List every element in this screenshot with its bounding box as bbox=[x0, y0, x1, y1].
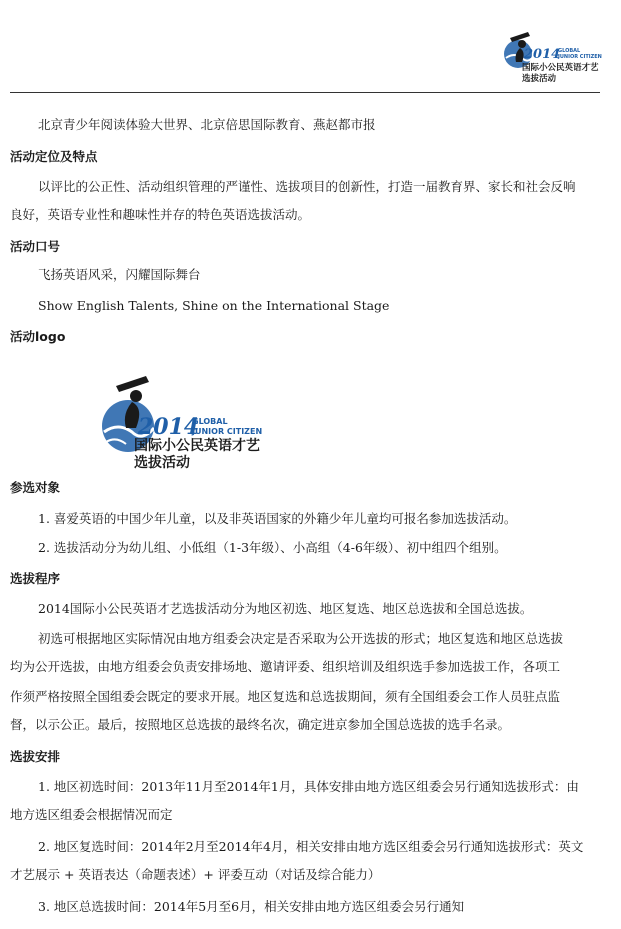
header-divider bbox=[10, 92, 600, 93]
section-title-logo: 活动logo bbox=[10, 329, 66, 344]
logo-cn-line1: 国际小公民英语才艺 bbox=[522, 63, 599, 73]
section-title-procedure: 选拔程序 bbox=[10, 571, 61, 586]
header-logo bbox=[496, 24, 602, 86]
intro-line: 北京青少年阅读体验大世界、北京倍思国际教育、燕赵都市报 bbox=[38, 117, 376, 132]
procedure-paragraph-1: 2014国际小公民英语才艺选拔活动分为地区初选、地区复选、地区总选拔和全国总选拔。 bbox=[38, 601, 533, 616]
logo-cn-line1: 国际小公民英语才艺 bbox=[134, 438, 260, 454]
procedure-paragraph-2-line-2: 均为公开选拔，由地方组委会负责安排场地、邀请评委、组织培训及组织选手参加选拔工作，各项工 bbox=[10, 659, 561, 674]
schedule-item-1-line-2: 地方选区组委会根据情况而定 bbox=[10, 807, 173, 822]
logo-year: 2014 bbox=[138, 414, 200, 440]
slogan-en: Show English Talents, Shine on the International Stage bbox=[38, 298, 390, 313]
section-title-schedule: 选拔安排 bbox=[10, 749, 61, 764]
schedule-item-3-line-1: 3. 地区总选拔时间：2014年5月至6月，相关安排由地方选区组委会另行通知 bbox=[38, 899, 465, 914]
logo-global: GLOBAL bbox=[558, 48, 581, 54]
positioning-line-1: 以评比的公正性、活动组织管理的严谨性、选拔项目的创新性，打造一届教育界、家长和社会反响 bbox=[38, 179, 576, 194]
section-title-slogan: 活动口号 bbox=[10, 239, 61, 254]
logo-global: GLOBAL bbox=[192, 417, 228, 426]
procedure-paragraph-2-line-1: 初选可根据地区实际情况由地方组委会决定是否采取为公开选拔的形式；地区复选和地区总选拔 bbox=[38, 631, 564, 646]
section-title-positioning: 活动定位及特点 bbox=[10, 149, 98, 164]
participants-item-1: 1. 喜爱英语的中国少年儿童，以及非英语国家的外籍少年儿童均可报名参加选拔活动。 bbox=[38, 511, 517, 526]
participants-item-2: 2. 选拔活动分为幼儿组、小低组（1-3年级）、小高组（4-6年级）、初中组四个组别。 bbox=[38, 540, 507, 555]
schedule-item-2-line-1: 2. 地区复选时间：2014年2月至2014年4月，相关安排由地方选区组委会另行通知选拔形式：英文 bbox=[38, 839, 584, 854]
procedure-paragraph-2-line-3: 作须严格按照全国组委会既定的要求开展。地区复选和总选拔期间，须有全国组委会工作人员驻点监 bbox=[10, 689, 561, 704]
section-title-participants: 参选对象 bbox=[10, 480, 61, 495]
slogan-cn: 飞扬英语风采，闪耀国际舞台 bbox=[38, 267, 201, 282]
logo-year: 2014 bbox=[524, 47, 561, 62]
positioning-line-2: 良好，英语专业性和趣味性并存的特色英语选拔活动。 bbox=[10, 207, 311, 222]
logo-cn-line2: 选拔活动 bbox=[522, 74, 557, 84]
schedule-item-2-line-2: 才艺展示 + 英语表达（命题表述）+ 评委互动（对话及综合能力） bbox=[10, 867, 381, 882]
procedure-paragraph-2-line-4: 督，以示公正。最后，按照地区总选拔的最终名次，确定进京参加全国总选拔的选手名录。 bbox=[10, 717, 511, 732]
activity-logo bbox=[96, 372, 263, 472]
schedule-item-1-line-1: 1. 地区初选时间：2013年11月至2014年1月，具体安排由地方选区组委会另行通知选拔形式：由 bbox=[38, 779, 579, 794]
logo-junior-citizen: JUNIOR CITIZEN bbox=[558, 54, 602, 60]
logo-junior-citizen: JUNIOR CITIZEN bbox=[192, 427, 263, 436]
logo-cn-line2: 选拔活动 bbox=[134, 455, 190, 471]
